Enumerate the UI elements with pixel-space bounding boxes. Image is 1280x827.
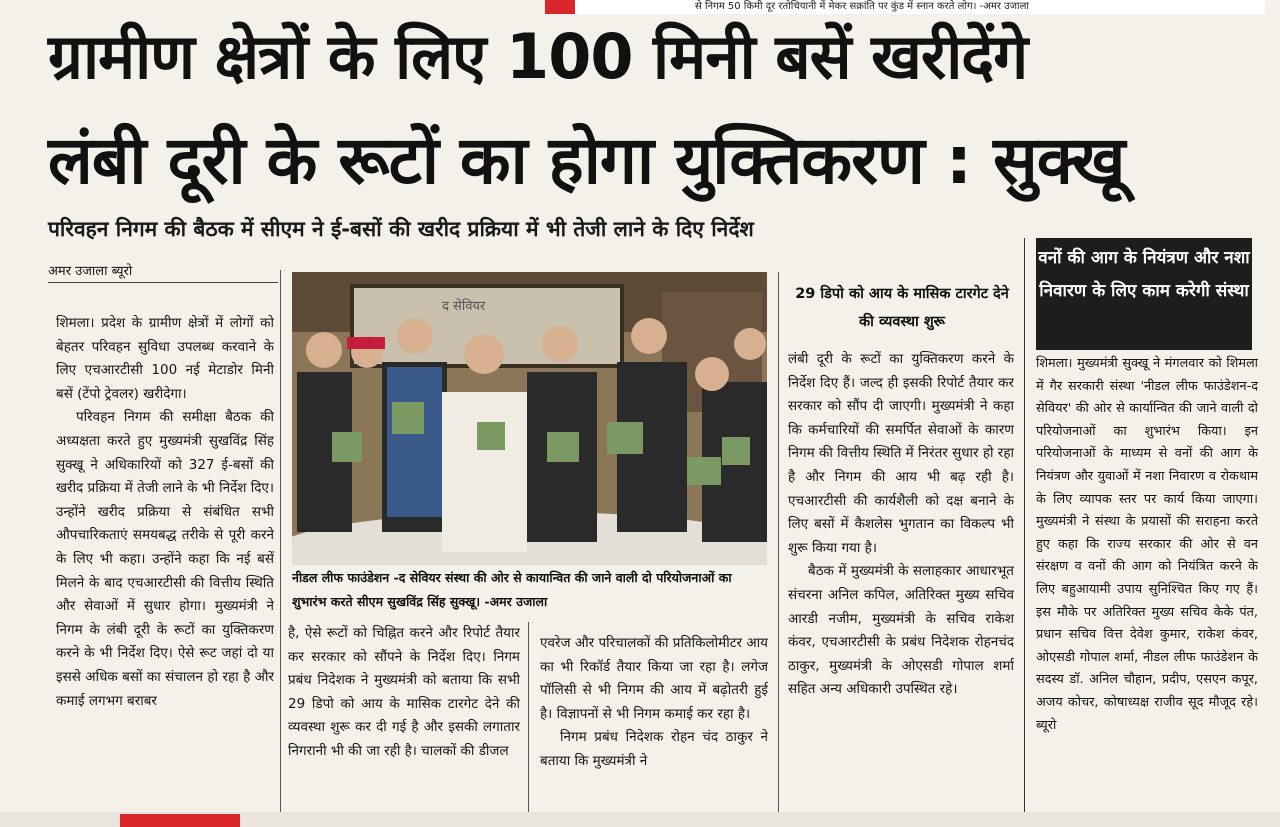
col4-paragraph-1: लंबी दूरी के रूटों का युक्तिकरण करने के निर्देश दिए हैं। जल्द ही इसकी रिपोर्ट तैयार कर सरकार को सौंप दी जाएगी। मुख्यमंत्री ने कहा कि कर्मचारियों की समर्पित सेवाओं के कारण निगम की वित्तीय स्थिति में निरंतर सुधार हो रहा है और निगम की आय भी बढ़ रही है। एचआरटीसी की कार्यशैली को दक्ष बनाने के लिए बसों में कैशलेस भुगतान का विकल्प भी शुरू किया गया है। — [788, 351, 1014, 556]
col1-paragraph-1: शिमला। प्रदेश के ग्रामीण क्षेत्रों में लोगों को बेहतर परिवहन सुविधा उपलब्ध करवाने के लिए एचआरटीसी 100 नई मेटाडोर मिनी बसें (टेंपो ट्रेवलर) खरीदेगा। — [56, 315, 274, 402]
column-rule — [528, 622, 529, 812]
column-rule — [778, 272, 779, 812]
box-story-title: वनों की आग के नियंत्रण और नशा निवारण के लिए काम करेगी संस्था — [1036, 238, 1252, 350]
box-story-body — [1036, 353, 1258, 815]
column-rule — [280, 270, 281, 812]
red-mark — [120, 814, 240, 827]
col2-paragraph: है, ऐसे रूटों को चिह्नित करने और रिपोर्ट तैयार कर सरकार को सौंपने के निर्देश दिए। निगम प्रबंध निदेशक ने मुख्यमंत्री को बताया कि सभी 29 डिपो को आय के मासिक टारगेट देने की व्यवस्था शुरू कर दी गई है और इसकी लगातार निगरानी भी की जा रही है। चालकों की डीजल — [288, 625, 520, 759]
top-news-strip: से निगम 50 किमी दूर रतोचियानी में मेकर सक्रांति पर कुंड में स्नान करते लोग। -अमर उजाला — [545, 0, 1265, 14]
column-rule — [1024, 238, 1025, 812]
headline-line-2: लंबी दूरी के रूटों का होगा युक्तिकरण : सुक्खू — [48, 122, 1125, 199]
photo-illustration — [292, 272, 767, 565]
col3-paragraph-1: एवरेज और परिचालकों की प्रतिकिलोमीटर आय का भी रिकॉर्ड तैयार किया जा रहा है। लगेज पॉलिसी से भी निगम की आय में बढ़ोतरी हुई है। विज्ञापनों से भी निगम कमाई कर रहा है। — [540, 635, 768, 722]
col3-paragraph-2: निगम प्रबंध निदेशक रोहन चंद ठाकुर ने बताया कि मुख्यमंत्री ने — [540, 729, 768, 769]
article-column-1 — [56, 312, 274, 812]
subheadline: परिवहन निगम की बैठक में सीएम ने ई-बसों की खरीद प्रक्रिया में भी तेजी लाने के दिए निर्देश — [48, 217, 754, 241]
photo-caption: नीडल लीफ फाउंडेशन -द सेवियर संस्था की ओर से कायान्वित की जाने वाली दो परियोजनाओं का शुभारंभ करते सीएम सुखविंद्र सिंह सुक्खू। -अमर उजाला — [292, 570, 732, 609]
article-column-2 — [288, 622, 520, 812]
photo-banner-text: द सेवियर — [442, 299, 486, 314]
col4-paragraph-2: बैठक में मुख्यमंत्री के सलाहकार आधारभूत संचरना अनिल कपिल, अतिरिक्त मुख्य सचिव आरडी नजीम, मुख्यमंत्री के सचिव राकेश कंवर, एचआरटीसी के प्रबंध निदेशक रोहनचंद ठाकुर, मुख्यमंत्री के ओएसडी गोपाल शर्मा सहित अन्य अधिकारी उपस्थित रहे। — [788, 563, 1014, 698]
col1-paragraph-2: परिवहन निगम की समीक्षा बैठक की अध्यक्षता करते हुए मुख्यमंत्री सुखविंद्र सिंह सुक्खू ने अधिकारियों को 327 ई-बसों की खरीद प्रक्रिया में तेजी लाने के भी निर्देश दिए। उन्होंने खरीद प्रक्रिया से संबंधित सभी औपचारिकताएं समयबद्ध तरीके से पूरी करने के लिए भी कहा। उन्होंने कहा कि नई बसें मिलने के बाद एचआरटीसी की वित्तीय स्थिति और सेवाओं में सुधार होगा। मुख्यमंत्री ने निगम के लंबी दूरी के रूटों का युक्तिकरण करने के भी निर्देश दिए। ऐसे रूट जहां दो या इससे अधिक बसों का संचालन हो रहा है और कमाई लगभग बराबर — [56, 409, 274, 709]
side-heading: 29 डिपो को आय के मासिक टारगेट देने की व्यवस्था शुरू — [795, 286, 1009, 330]
col5-paragraph: शिमला। मुख्यमंत्री सुक्खू ने मंगलवार को शिमला में गैर सरकारी संस्था 'नीडल लीफ फाउंडेशन-द सेवियर' की ओर से कार्यान्वित की जाने वाली दो परियोजनाओं का शुभारंभ किया। इन परियोजनाओं के माध्यम से वनों की आग के नियंत्रण और युवाओं में नशा निवारण व रोकथाम के लिए व्यापक स्तर पर कार्य किया जाएगा। मुख्यमंत्री ने संस्था के प्रयासों की सराहना करते हुए कहा कि राज्य सरकार की ओर से वन संरक्षण व वनों की आग को नियंत्रित करने के लिए बहुआयामी उपाय सुनिश्चित किए गए हैं। इस मौके पर अतिरिक्त मुख्य सचिव केके पंत, प्रधान सचिव वित्त देवेश कुमार, राकेश कंवर, ओएसडी गोपाल शर्मा, नीडल लीफ फाउंडेशन के सदस्य डॉ. अनिल चौहान, प्रदीप, एसएन कपूर, अजय कोचर, कोषाध्यक्ष राजीव सूद मौजूद रहे। ब्यूरो — [1036, 356, 1258, 733]
headline-line-1: ग्रामीण क्षेत्रों के लिए 100 मिनी बसें खरीदेंगे — [48, 20, 1028, 93]
news-photo — [292, 272, 767, 565]
byline: अमर उजाला ब्यूरो — [48, 262, 278, 283]
article-column-3 — [540, 632, 768, 812]
article-column-4 — [788, 348, 1014, 813]
